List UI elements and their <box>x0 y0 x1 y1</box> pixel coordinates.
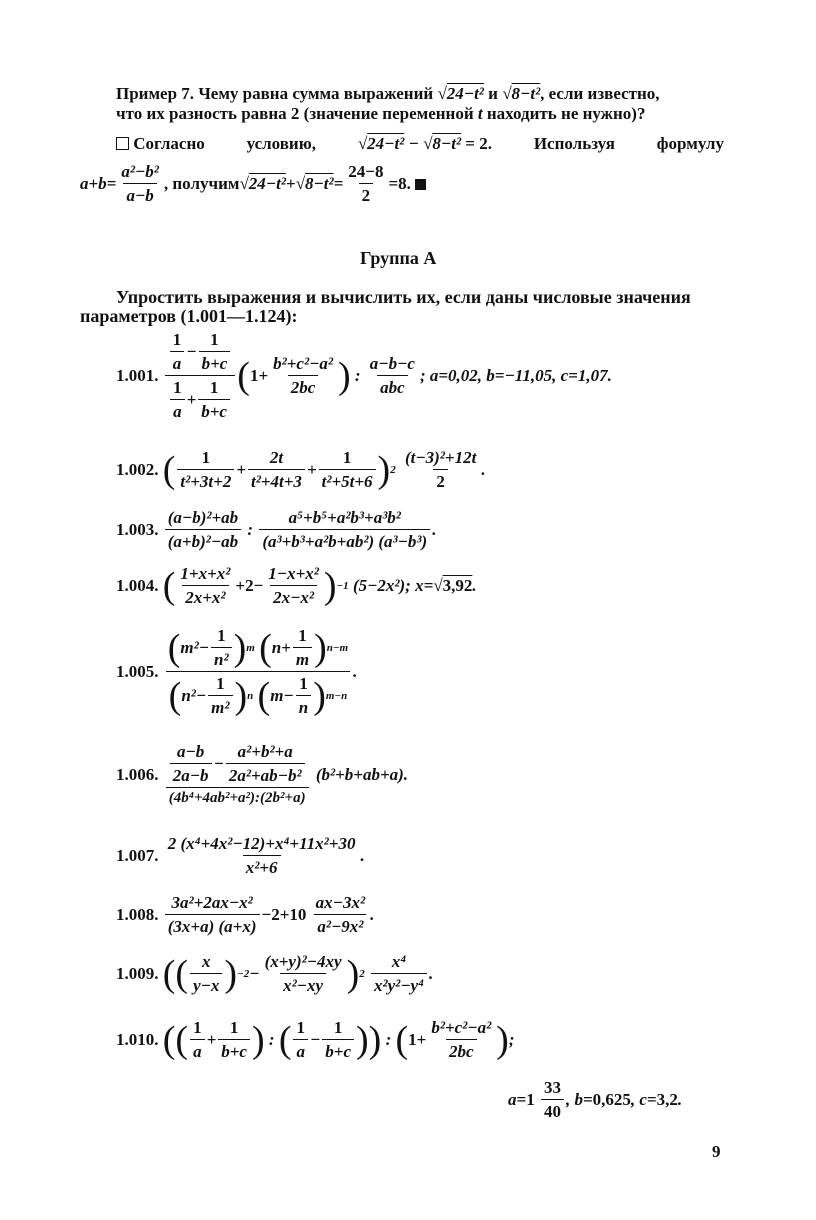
solution-line-2: a+b= $\frac{\text{a²−b²}}{a-b}$ , получим √24−t²+√8−t²= $\frac{24-8}{2}$ =8. <box>80 162 426 206</box>
problem-1-008: 1.008. $\frac{\text{3a²+2ax−x²}}{(3x+a) (a+x)}$ −2+10 $\frac{\text{ax−3x²}}{\text{a²−9x²}}$ . <box>116 893 375 936</box>
solution-start-icon <box>116 137 129 150</box>
intro-line-2: параметров (1.001—1.124): <box>80 306 298 326</box>
problem-1-010: 1.010. (( $\frac{1}{a}$ + $\frac{1}{b+c}$ ) : ( $\frac{1}{a}$ − $\frac{1}{b+c}$ )) : ( 1+ $\frac{\text{b²+c²−a²}}{2bc}$ ) ; <box>116 1018 515 1061</box>
problem-1-003: 1.003. $\frac{\text{(a−b)²+ab}}{\text{(a+b)²−ab}}$ : $\frac{\text{a⁵+b⁵+a²b³+a³b²}}{\text{(a³+b³+a²b+ab²) (a³−b³)}}$ . <box>116 508 437 551</box>
example-line-1: Пример 7. Чему равна сумма выражений √24−t² и √8−t², если известно, <box>116 84 660 103</box>
group-heading: Группа А <box>360 248 437 268</box>
problem-1-006: 1.006. $\frac{a-b}{2a-b}$ − $\frac{\text{a²+b²+a}}{\text{2a²+ab−b²}}$ (4b⁴+4ab²+a²):(2b²+a) (b²+b+ab+a). <box>116 742 409 806</box>
solution-line-1: Согласно условию, √24−t² − √8−t² = 2. Используя формулу <box>116 134 724 154</box>
problem-1-005: 1.005. ( m²− $\frac{1}{\text{n²}}$ ) m ( n+ $\frac{1}{m}$ ) n−m ( n²− $\frac{1}{\text{m²}}$ ) n ( m− $\frac{1}{n}$ ) m−n . <box>116 626 358 717</box>
page-number: 9 <box>712 1142 721 1161</box>
problem-1-002: 1.002. ( $\frac{1}{\text{t²+3t+2}}$ + $\frac{2t}{\text{t²+4t+3}}$ + $\frac{1}{\text{t²+5t+6}}$ ) 2 $\frac{\text{(t−3)²+12t}}{2}$ . <box>116 448 486 491</box>
intro-line-1: Упростить выражения и вычислить их, если даны числовые значения <box>116 287 691 307</box>
problem-1-007: 1.007. $\frac{\text{2 (x⁴+4x²−12)+x⁴+11x²+30}}{\text{x²+6}}$ . <box>116 834 365 877</box>
problem-1-009: 1.009. (( $\frac{x}{y-x}$ ) −2 − $\frac{\text{(x+y)²−4xy}}{\text{x²−xy}}$ ) 2 $\frac{\text{x⁴}}{\text{x²y²−y⁴}}$ . <box>116 952 434 995</box>
problem-1-001: 1.001. $\frac{1}{a}$ − $\frac{1}{b+c}$ $\frac{1}{a}$ + $\frac{1}{b+c}$ ( 1+ $\frac{\text{b²+c²−a²}}{2bc}$ ) : $\frac{a-b-c}{\text{abc}}$ ; a=0,02, b=−11,05, c=1,07. <box>116 330 612 421</box>
example-line-2: что их разность равна 2 (значение переменной t находить не нужно)? <box>116 104 646 123</box>
problem-1-004: 1.004. ( $\frac{\text{1+x+x²}}{\text{2x+x²}}$ +2− $\frac{\text{1−x+x²}}{\text{2x−x²}}$ ) −1 (5−2x²); x=√ 3,92 . <box>116 564 477 607</box>
solution-end-icon <box>415 179 426 190</box>
problem-1-010-values: a= 1 $\frac{33}{40}$ , b= 0,625 , c= 3,2 . <box>508 1078 683 1121</box>
